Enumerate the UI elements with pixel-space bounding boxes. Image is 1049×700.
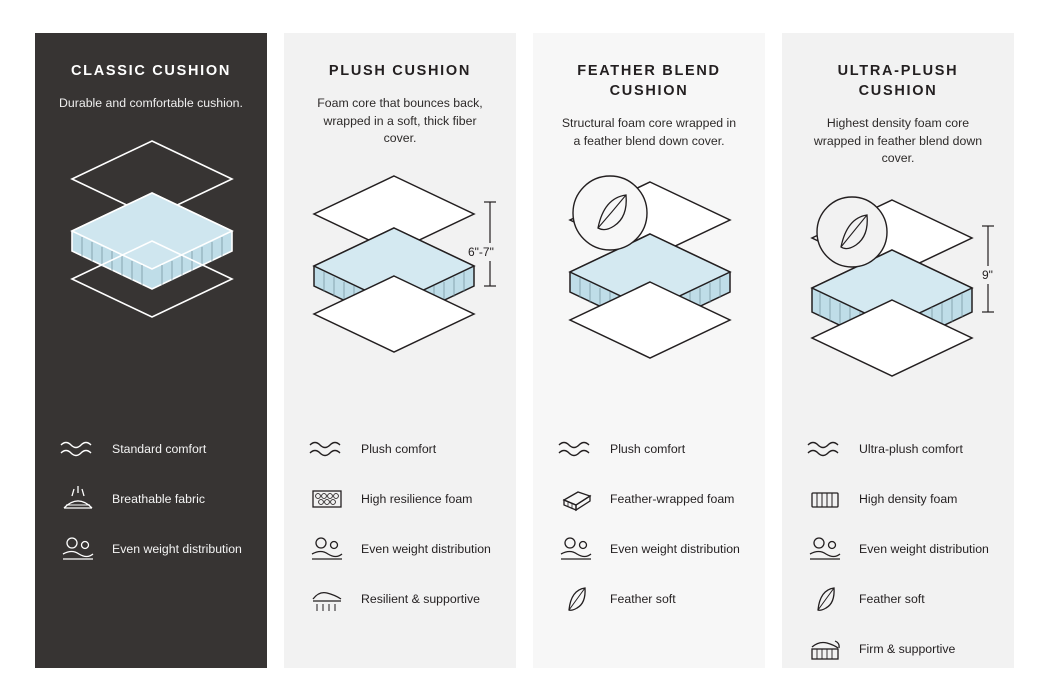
feature-item (306, 433, 498, 465)
feature-item (804, 483, 996, 515)
feature-label: Resilient & supportive (361, 591, 480, 606)
feature-label: Even weight distribution (112, 541, 242, 556)
feature-list (306, 433, 498, 633)
feature-item (804, 583, 996, 615)
leaf-icon (555, 583, 597, 615)
breathable-fabric-icon (57, 483, 99, 515)
even-weight-distribution-icon (306, 533, 348, 565)
waves-icon (306, 433, 348, 465)
dimension-label: 9" (982, 267, 993, 282)
feature-list (57, 433, 249, 583)
firm-supportive-icon (804, 633, 846, 665)
exploded-cushion-illustration (555, 168, 755, 368)
feature-item (555, 483, 747, 515)
card-description: Structural foam core wrapped in a feather blend down cover. (561, 116, 737, 148)
feature-label: Even weight distribution (361, 541, 491, 556)
exploded-cushion-illustration (804, 186, 1004, 386)
cushion-diagram-ultra-plush (804, 186, 992, 396)
leaf-icon (804, 583, 846, 615)
cushion-diagram-classic (57, 131, 245, 341)
feature-label: High density foam (859, 491, 958, 506)
feature-item (555, 433, 747, 465)
feature-label: Breathable fabric (112, 491, 205, 506)
card-description: Highest density foam core wrapped in feather blend down cover. (813, 116, 983, 165)
feature-label: Feather soft (610, 591, 676, 606)
card-title: FEATHER BLEND CUSHION (577, 63, 721, 99)
exploded-cushion-illustration (306, 166, 506, 366)
cushion-diagram-plush (306, 166, 494, 376)
feature-label: Feather-wrapped foam (610, 491, 735, 506)
feature-label: Standard comfort (112, 441, 207, 456)
leaf-badge (817, 197, 887, 267)
high-density-foam-icon (804, 483, 846, 515)
card-title: CLASSIC CUSHION (70, 63, 232, 79)
card-title: PLUSH CUSHION (328, 63, 472, 79)
feature-item (57, 433, 249, 465)
feature-label: Feather soft (859, 591, 925, 606)
feature-list (804, 433, 996, 683)
feature-item (306, 483, 498, 515)
feature-label: Plush comfort (361, 441, 437, 456)
feature-item (804, 633, 996, 665)
feature-label: Even weight distribution (610, 541, 740, 556)
feature-item (306, 533, 498, 565)
cushion-card-feather-blend (533, 33, 765, 668)
feature-label: High resilience foam (361, 491, 473, 506)
card-description: Foam core that bounces back, wrapped in a soft, thick fiber cover. (317, 96, 483, 145)
feature-item (306, 583, 498, 615)
even-weight-distribution-icon (804, 533, 846, 565)
feature-label: Even weight distribution (859, 541, 989, 556)
feature-item (57, 533, 249, 565)
exploded-cushion-illustration (57, 131, 247, 331)
resilient-support-icon (306, 583, 348, 615)
card-description: Durable and comfortable cushion. (59, 96, 243, 110)
card-title: ULTRA-PLUSH CUSHION (837, 63, 959, 99)
feature-list (555, 433, 747, 633)
even-weight-distribution-icon (57, 533, 99, 565)
feature-item (57, 483, 249, 515)
waves-icon (57, 433, 99, 465)
feature-item (804, 533, 996, 565)
waves-icon (555, 433, 597, 465)
even-weight-distribution-icon (555, 533, 597, 565)
cushion-card-classic (35, 33, 267, 668)
feature-item (555, 583, 747, 615)
dimension-label: 6"-7" (468, 244, 494, 259)
feature-item (804, 433, 996, 465)
feature-label: Ultra-plush comfort (859, 441, 963, 456)
waves-icon (804, 433, 846, 465)
feather-wrapped-foam-icon (555, 483, 597, 515)
feature-label: Plush comfort (610, 441, 686, 456)
feature-item (555, 533, 747, 565)
cushion-card-plush (284, 33, 516, 668)
honeycomb-foam-icon (306, 483, 348, 515)
cushion-card-ultra-plush (782, 33, 1014, 668)
leaf-badge (573, 176, 647, 250)
feature-label: Firm & supportive (859, 641, 956, 656)
cushion-diagram-feather-blend (555, 168, 743, 378)
